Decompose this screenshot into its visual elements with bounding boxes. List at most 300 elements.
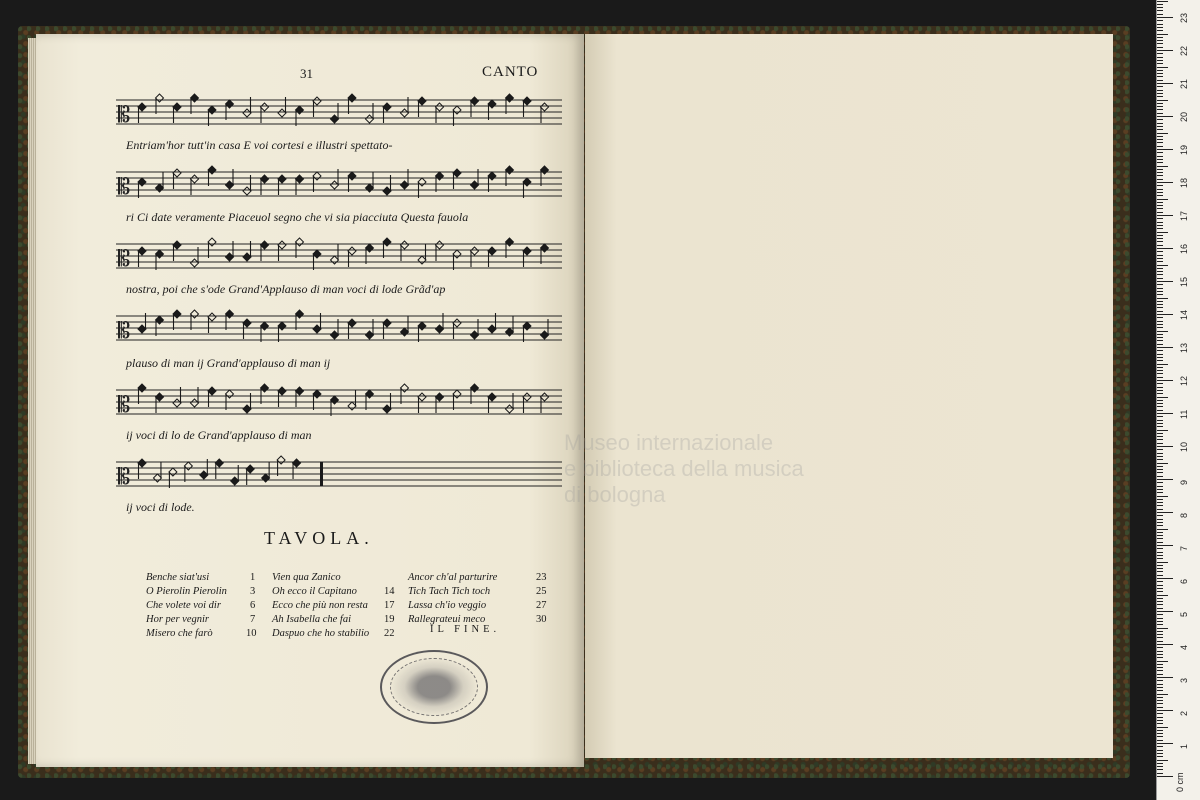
right-page: [585, 34, 1113, 758]
ruler-tick: [1157, 238, 1163, 239]
note-head: [262, 474, 270, 482]
note-head: [173, 103, 181, 111]
note-head: [261, 241, 269, 249]
ruler-tick: [1157, 212, 1163, 213]
ruler-tick: [1157, 628, 1168, 629]
ruler-tick: [1157, 489, 1163, 490]
note-head: [296, 310, 304, 318]
ruler-number: 12: [1179, 375, 1189, 386]
ruler-tick: [1157, 291, 1163, 292]
note-head: [366, 390, 374, 398]
ruler-tick: [1157, 611, 1173, 612]
ruler-tick: [1157, 515, 1163, 516]
ruler-tick: [1157, 552, 1163, 553]
note-head: [173, 241, 181, 249]
note-head: [331, 256, 339, 264]
ruler-tick: [1157, 162, 1163, 163]
note-head: [541, 166, 549, 174]
ruler-tick: [1157, 119, 1163, 120]
ruler-tick: [1157, 637, 1163, 638]
ruler-tick: [1157, 189, 1163, 190]
ruler-tick: [1157, 133, 1168, 134]
clef-icon: 𝄡: [118, 175, 131, 200]
ruler-tick: [1157, 595, 1168, 596]
ruler-tick: [1157, 591, 1163, 592]
ruler-tick: [1157, 750, 1163, 751]
toc-entry: Benche siat'usi: [146, 572, 210, 583]
note-head: [348, 247, 356, 255]
ruler-tick: [1157, 337, 1163, 338]
note-head: [436, 103, 444, 111]
final-barline: [320, 462, 323, 486]
ruler-number: 10: [1179, 441, 1189, 452]
toc-page: 1: [250, 572, 256, 583]
ruler-tick: [1157, 142, 1163, 143]
toc-page: 17: [384, 600, 395, 611]
note-head: [348, 402, 356, 410]
note-head: [261, 322, 269, 330]
ruler-tick: [1157, 496, 1168, 497]
ruler-tick: [1157, 387, 1163, 388]
ruler-tick: [1157, 53, 1163, 54]
ruler-tick: [1157, 499, 1163, 500]
note-head: [191, 175, 199, 183]
measuring-ruler: [1156, 0, 1200, 800]
ruler-number: 11: [1179, 409, 1189, 419]
ruler-tick: [1157, 555, 1163, 556]
ruler-tick: [1157, 410, 1163, 411]
note-head: [156, 316, 164, 324]
ruler-tick: [1157, 694, 1168, 695]
ruler-tick: [1157, 73, 1163, 74]
ruler-number: 22: [1179, 45, 1189, 56]
note-head: [138, 247, 146, 255]
ruler-tick: [1157, 37, 1163, 38]
ruler-tick: [1157, 364, 1168, 365]
note-head: [156, 94, 164, 102]
ruler-number: 7: [1179, 545, 1189, 551]
note-head: [226, 310, 234, 318]
ruler-tick: [1157, 416, 1163, 417]
note-head: [208, 166, 216, 174]
note-head: [506, 94, 514, 102]
watermark-line-2: e biblioteca della musica: [564, 456, 804, 481]
ruler-tick: [1157, 96, 1163, 97]
toc-page: 7: [250, 614, 256, 625]
ruler-tick: [1157, 449, 1163, 450]
ruler-tick: [1157, 17, 1173, 18]
note-head: [243, 253, 251, 261]
ruler-number: 21: [1179, 78, 1189, 89]
ruler-tick: [1157, 707, 1163, 708]
ruler-tick: [1157, 357, 1163, 358]
ruler-tick: [1157, 684, 1163, 685]
ruler-tick: [1157, 393, 1163, 394]
note-head: [453, 319, 461, 327]
note-head: [523, 322, 531, 330]
ruler-tick: [1157, 397, 1168, 398]
note-head: [331, 331, 339, 339]
note-head: [208, 238, 216, 246]
ruler-tick: [1157, 703, 1163, 704]
note-head: [313, 97, 321, 105]
music-staff: [116, 454, 562, 502]
toc-entry: Misero che farò: [146, 628, 213, 639]
note-head: [541, 244, 549, 252]
ruler-tick: [1157, 324, 1163, 325]
note-head: [226, 390, 234, 398]
ruler-tick: [1157, 380, 1173, 381]
note-head: [366, 244, 374, 252]
ruler-tick: [1157, 268, 1163, 269]
note-head: [313, 325, 321, 333]
ruler-tick: [1157, 166, 1168, 167]
ruler-tick: [1157, 57, 1163, 58]
note-head: [173, 169, 181, 177]
ruler-tick: [1157, 677, 1173, 678]
note-head: [453, 106, 461, 114]
ruler-tick: [1157, 406, 1163, 407]
ruler-tick: [1157, 562, 1168, 563]
note-head: [383, 187, 391, 195]
lyric-line-1: Entriam'hor tutt'in casa E voi cortesi e illustri spettato-: [126, 138, 393, 152]
ruler-tick: [1157, 175, 1163, 176]
toc-entry: Vien qua Zanico: [272, 572, 341, 583]
part-name: CANTO: [482, 64, 539, 80]
ruler-tick: [1157, 20, 1163, 21]
ruler-tick: [1157, 225, 1163, 226]
ruler-tick: [1157, 529, 1168, 530]
note-head: [348, 319, 356, 327]
note-head: [506, 328, 514, 336]
ruler-tick: [1157, 456, 1163, 457]
ruler-tick: [1157, 585, 1163, 586]
note-head: [383, 405, 391, 413]
ruler-tick: [1157, 274, 1163, 275]
ruler-tick: [1157, 743, 1173, 744]
ruler-tick: [1157, 690, 1163, 691]
ruler-tick: [1157, 314, 1173, 315]
ruler-tick: [1157, 100, 1168, 101]
note-head: [348, 172, 356, 180]
ruler-tick: [1157, 139, 1163, 140]
ruler-tick: [1157, 123, 1163, 124]
ruler-tick: [1157, 400, 1163, 401]
ruler-tick: [1157, 723, 1163, 724]
ruler-tick: [1157, 43, 1163, 44]
note-head: [401, 384, 409, 392]
note-head: [418, 393, 426, 401]
ruler-tick: [1157, 113, 1163, 114]
lyric-line-2: ri Ci date veramente Piaceuol segno che vi sia piacciuta Questa fauola: [126, 210, 469, 224]
note-head: [293, 459, 301, 467]
note-head: [541, 103, 549, 111]
ruler-tick: [1157, 7, 1163, 8]
note-head: [488, 172, 496, 180]
ruler-tick: [1157, 50, 1173, 51]
ruler-tick: [1157, 661, 1168, 662]
ruler-tick: [1157, 281, 1173, 282]
ruler-tick: [1157, 383, 1163, 384]
note-head: [366, 115, 374, 123]
toc-entry: Ah Isabella che fai: [272, 614, 352, 625]
ruler-tick: [1157, 558, 1163, 559]
toc-page: 22: [384, 628, 395, 639]
note-head: [418, 322, 426, 330]
ruler-tick: [1157, 479, 1173, 480]
note-head: [506, 166, 514, 174]
note-head: [243, 187, 251, 195]
ruler-tick: [1157, 152, 1163, 153]
ruler-tick: [1157, 307, 1163, 308]
ruler-tick: [1157, 106, 1163, 107]
ruler-tick: [1157, 430, 1168, 431]
music-staff: [116, 92, 562, 140]
note-head: [277, 456, 285, 464]
ruler-tick: [1157, 317, 1163, 318]
note-head: [208, 106, 216, 114]
clef-icon: 𝄡: [118, 465, 131, 490]
ruler-tick: [1157, 241, 1163, 242]
ruler-tick: [1157, 14, 1163, 15]
note-head: [191, 259, 199, 267]
toc-page: 3: [250, 586, 256, 597]
ruler-tick: [1157, 93, 1163, 94]
note-head: [278, 387, 286, 395]
note-head: [296, 238, 304, 246]
toc-page: 19: [384, 614, 395, 625]
note-head: [296, 175, 304, 183]
note-head: [296, 106, 304, 114]
ruler-tick: [1157, 40, 1163, 41]
finis-text: IL FINE.: [430, 624, 501, 635]
ruler-tick: [1157, 261, 1163, 262]
ruler-tick: [1157, 182, 1173, 183]
note-head: [313, 172, 321, 180]
ruler-tick: [1157, 776, 1173, 777]
ruler-tick: [1157, 641, 1163, 642]
note-head: [418, 256, 426, 264]
toc-entry: Che volete voi dir: [146, 600, 221, 611]
ruler-tick: [1157, 1, 1168, 2]
note-head: [243, 319, 251, 327]
ruler-tick: [1157, 618, 1163, 619]
toc-entry: O Pierolin Pierolin: [146, 586, 227, 597]
ruler-number: 2: [1179, 710, 1189, 716]
tavola-title: TAVOLA.: [264, 528, 374, 548]
ruler-tick: [1157, 126, 1163, 127]
toc-entry: Hor per vegnir: [146, 614, 209, 625]
ruler-tick: [1157, 390, 1163, 391]
note-head: [138, 384, 146, 392]
ruler-number: 1: [1179, 743, 1189, 749]
note-head: [278, 109, 286, 117]
toc-entry: Lassa ch'io veggio: [408, 600, 487, 611]
note-head: [488, 325, 496, 333]
ruler-tick: [1157, 34, 1168, 35]
note-head: [401, 328, 409, 336]
note-head: [383, 103, 391, 111]
ruler-tick: [1157, 278, 1163, 279]
note-head: [191, 399, 199, 407]
ruler-number: 16: [1179, 243, 1189, 254]
ruler-tick: [1157, 565, 1163, 566]
ruler-tick: [1157, 486, 1163, 487]
ruler-number: 15: [1179, 276, 1189, 287]
ruler-tick: [1157, 334, 1163, 335]
note-head: [156, 393, 164, 401]
ruler-tick: [1157, 10, 1163, 11]
ruler-tick: [1157, 769, 1163, 770]
lyric-line-3: nostra, poi che s'ode Grand'Applauso di man voci di lode Grãd'ap: [126, 282, 446, 296]
toc-entry: Oh ecco il Capitano: [272, 586, 357, 597]
ruler-tick: [1157, 717, 1163, 718]
ruler-tick: [1157, 720, 1163, 721]
ruler-tick: [1157, 235, 1163, 236]
note-head: [200, 471, 208, 479]
ruler-tick: [1157, 588, 1163, 589]
ruler-tick: [1157, 502, 1163, 503]
ruler-tick: [1157, 208, 1163, 209]
ruler-tick: [1157, 347, 1173, 348]
ruler-tick: [1157, 674, 1163, 675]
ruler-tick: [1157, 624, 1163, 625]
note-head: [541, 393, 549, 401]
ruler-tick: [1157, 294, 1163, 295]
ruler-tick: [1157, 760, 1168, 761]
note-head: [191, 310, 199, 318]
note-head: [436, 393, 444, 401]
toc-entry: Ancor ch'al parturire: [408, 572, 498, 583]
note-head: [453, 250, 461, 258]
ruler-tick: [1157, 670, 1163, 671]
ruler-tick: [1157, 634, 1163, 635]
note-head: [313, 390, 321, 398]
note-head: [523, 97, 531, 105]
toc-page: 23: [536, 572, 547, 583]
ruler-tick: [1157, 199, 1168, 200]
ruler-tick: [1157, 700, 1163, 701]
ruler-number: 8: [1179, 512, 1189, 518]
note-head: [418, 178, 426, 186]
note-head: [331, 181, 339, 189]
note-head: [243, 109, 251, 117]
watermark-line-1: Museo internazionale: [564, 430, 774, 455]
ruler-tick: [1157, 350, 1163, 351]
ruler-tick: [1157, 436, 1163, 437]
note-head: [138, 325, 146, 333]
ruler-tick: [1157, 301, 1163, 302]
clef-icon: 𝄡: [118, 103, 131, 128]
ruler-tick: [1157, 354, 1163, 355]
note-head: [331, 115, 339, 123]
note-head: [261, 384, 269, 392]
lyric-line-5: ij voci di lo de Grand'applauso di man: [126, 428, 312, 442]
ruler-tick: [1157, 532, 1163, 533]
ruler-tick: [1157, 304, 1163, 305]
ruler-tick: [1157, 463, 1168, 464]
ruler-tick: [1157, 545, 1173, 546]
note-head: [348, 94, 356, 102]
note-head: [169, 468, 177, 476]
ruler-tick: [1157, 433, 1163, 434]
note-head: [278, 175, 286, 183]
ruler-tick: [1157, 631, 1163, 632]
ruler-tick: [1157, 446, 1173, 447]
ruler-tick: [1157, 192, 1163, 193]
ruler-tick: [1157, 736, 1163, 737]
note-head: [366, 184, 374, 192]
ruler-tick: [1157, 298, 1168, 299]
ruler-tick: [1157, 753, 1163, 754]
library-stamp: [380, 650, 488, 724]
note-head: [246, 465, 254, 473]
clef-icon: 𝄡: [118, 247, 131, 272]
note-head: [313, 250, 321, 258]
ruler-tick: [1157, 575, 1163, 576]
ruler-tick: [1157, 222, 1163, 223]
ruler-tick: [1157, 469, 1163, 470]
ruler-tick: [1157, 76, 1163, 77]
ruler-tick: [1157, 727, 1168, 728]
ruler-tick: [1157, 218, 1163, 219]
ruler-tick: [1157, 466, 1163, 467]
ruler-tick: [1157, 340, 1163, 341]
ruler-tick: [1157, 581, 1163, 582]
note-head: [541, 331, 549, 339]
ruler-number: 18: [1179, 177, 1189, 188]
note-head: [436, 172, 444, 180]
note-head: [506, 238, 514, 246]
note-head: [208, 387, 216, 395]
ruler-tick: [1157, 311, 1163, 312]
ruler-tick: [1157, 512, 1173, 513]
ruler-tick: [1157, 83, 1173, 84]
ruler-tick: [1157, 713, 1163, 714]
note-head: [383, 319, 391, 327]
note-head: [453, 390, 461, 398]
note-head: [208, 313, 216, 321]
toc-page: 14: [384, 586, 395, 597]
note-head: [418, 97, 426, 105]
note-head: [296, 387, 304, 395]
toc-page: 6: [250, 600, 256, 611]
ruler-tick: [1157, 271, 1163, 272]
ruler-tick: [1157, 179, 1163, 180]
ruler-tick: [1157, 67, 1168, 68]
ruler-tick: [1157, 103, 1163, 104]
page-number: 31: [300, 66, 313, 81]
ruler-number: 13: [1179, 342, 1189, 353]
ruler-tick: [1157, 426, 1163, 427]
ruler-tick: [1157, 542, 1163, 543]
ruler-tick: [1157, 4, 1163, 5]
ruler-tick: [1157, 571, 1163, 572]
ruler-tick: [1157, 453, 1163, 454]
ruler-tick: [1157, 740, 1163, 741]
note-head: [488, 247, 496, 255]
ruler-tick: [1157, 47, 1163, 48]
ruler-tick: [1157, 423, 1163, 424]
ruler-tick: [1157, 548, 1163, 549]
ruler-tick: [1157, 522, 1163, 523]
note-head: [138, 103, 146, 111]
toc-page: 25: [536, 586, 547, 597]
ruler-tick: [1157, 733, 1163, 734]
note-head: [184, 462, 192, 470]
clef-icon: 𝄡: [118, 319, 131, 344]
ruler-tick: [1157, 644, 1173, 645]
